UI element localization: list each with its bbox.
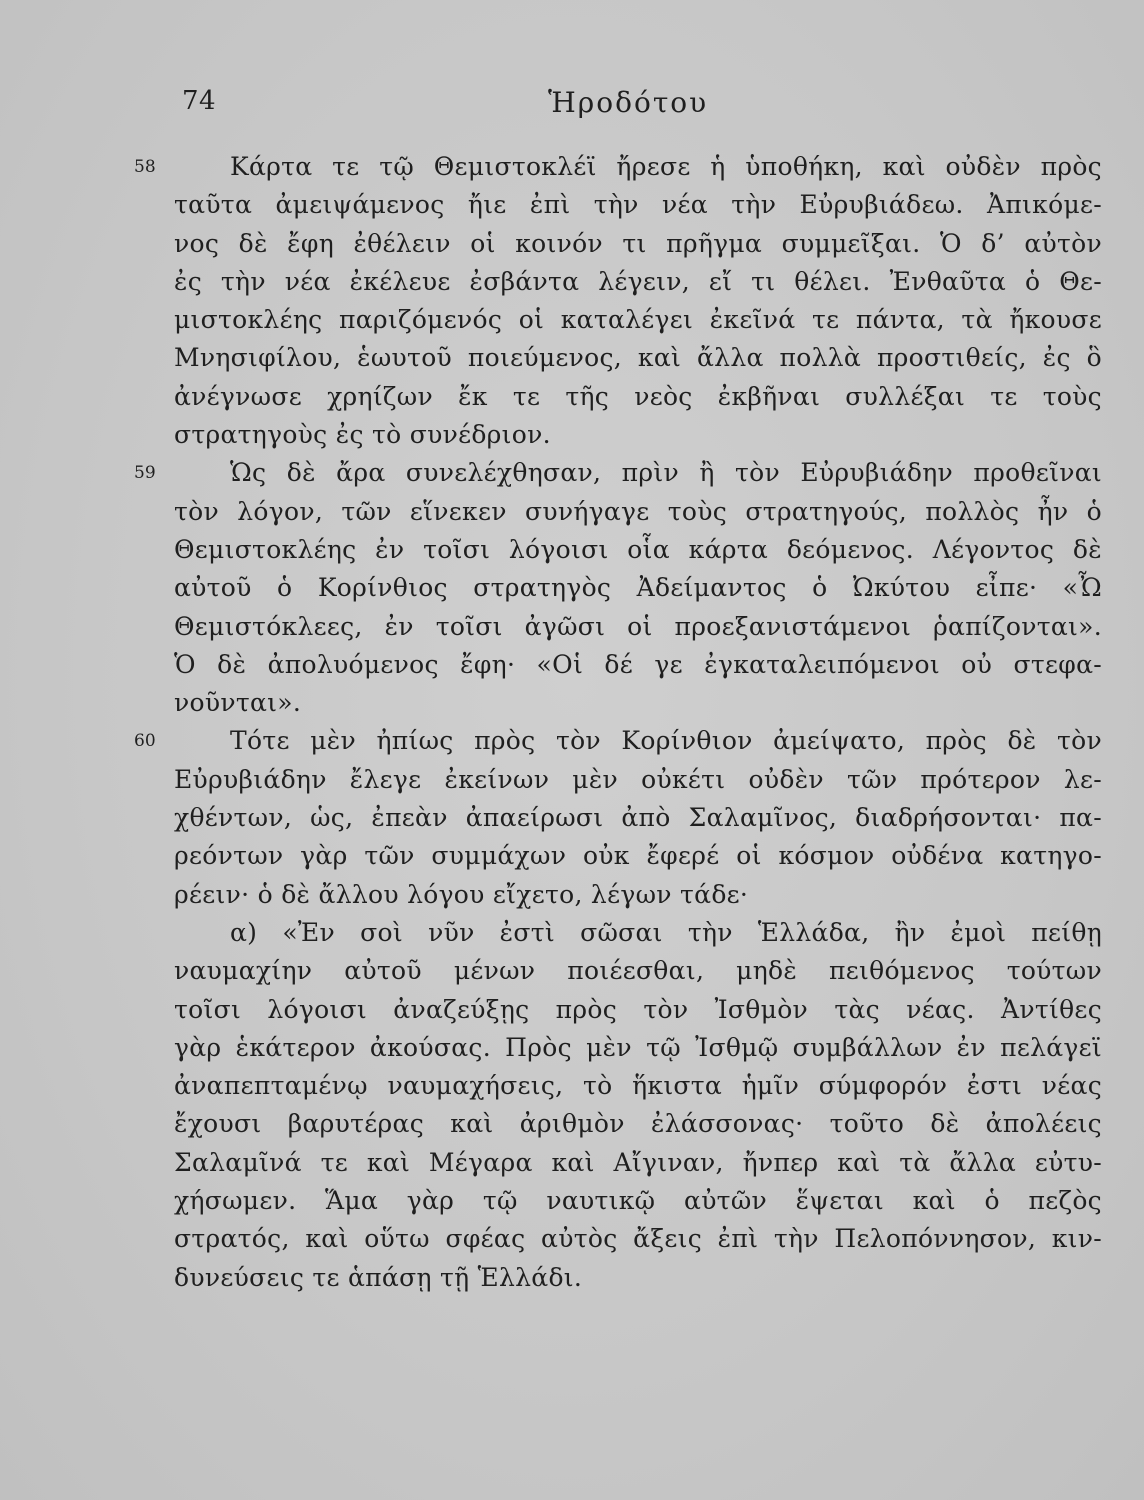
line-text: χθέντων, ὡς, ἐπεὰν ἀπαείρωσι ἀπὸ Σαλαμῖνος, διαδρήσονται· πα- (174, 803, 1102, 833)
text-line (0, 148, 1144, 186)
line-text: Εὐρυβιάδην ἔλεγε ἐκείνων μὲν οὐκέτι οὐδὲν τῶν πρότερον λε- (174, 764, 1102, 794)
text-line (0, 1105, 1144, 1143)
line-text: Ὡς δὲ ἄρα συνελέχθησαν, πρὶν ἢ τὸν Εὐρυβιάδην προθεῖναι (230, 458, 1102, 488)
line-text: α) «Ἐν σοὶ νῦν ἐστὶ σῶσαι τὴν Ἑλλάδα, ἢν ἐμοὶ πείθῃ (230, 917, 1102, 947)
line-text: τοῖσι λόγοισι ἀναζεύξῃς πρὸς τὸν Ἰσθμὸν τὰς νέας. Ἀντίθες (174, 994, 1102, 1024)
page-header (182, 86, 1102, 122)
line-text: Κάρτα τε τῷ Θεμιστοκλέϊ ἤρεσε ἡ ὑποθήκη, καὶ οὐδὲν πρὸς (230, 152, 1102, 181)
line-text: μιστοκλέης παριζόμενός οἱ καταλέγει ἐκεῖνά τε πάντα, τὰ ἤκουσε (174, 305, 1102, 335)
text-line (0, 186, 1144, 224)
line-text: ρέειν· ὁ δὲ ἄλλου λόγου εἴχετο, λέγων τάδε· (174, 879, 749, 909)
line-text: ρεόντων γὰρ τῶν συμμάχων οὐκ ἔφερέ οἱ κόσμον οὐδένα κατηγο- (174, 841, 1102, 871)
text-line (0, 914, 1144, 952)
line-text: τὸν λόγον, τῶν εἵνεκεν συνήγαγε τοὺς στρατηγούς, πολλὸς ἦν ὁ (174, 496, 1102, 526)
text-line (0, 1144, 1144, 1182)
text-line (0, 454, 1144, 492)
page-number: 74 (182, 86, 217, 116)
line-text: ἀνέγνωσε χρηίζων ἔκ τε τῆς νεὸς ἐκβῆναι συλλέξαι τε τοὺς (174, 381, 1102, 411)
line-text: γὰρ ἑκάτερον ἀκούσας. Πρὸς μὲν τῷ Ἰσθμῷ συμβάλλων ἐν πελάγεϊ (174, 1032, 1102, 1062)
text-line (0, 301, 1144, 339)
line-text: νος δὲ ἔφη ἐθέλειν οἱ κοινόν τι πρῆγμα συμμεῖξαι. Ὁ δ’ αὐτὸν (174, 228, 1102, 258)
text-line (0, 569, 1144, 607)
line-text: Τότε μὲν ἠπίως πρὸς τὸν Κορίνθιον ἀμείψατο, πρὸς δὲ τὸν (230, 726, 1102, 756)
section-number: 58 (134, 157, 156, 177)
line-text: αὐτοῦ ὁ Κορίνθιος στρατηγὸς Ἀδείμαντος ὁ Ὠκύτου εἶπε· «Ὦ (174, 573, 1102, 603)
line-text: στρατηγοὺς ἐς τὸ συνέδριον. (174, 420, 551, 450)
text-line (0, 263, 1144, 301)
text-line (0, 876, 1144, 914)
line-text: ἔχουσι βαρυτέρας καὶ ἀριθμὸν ἐλάσσονας· τοῦτο δὲ ἀπολέεις (174, 1109, 1102, 1139)
section-number: 60 (134, 731, 156, 752)
text-line (0, 761, 1144, 799)
text-line (0, 1220, 1144, 1258)
line-text: χήσωμεν. Ἅμα γὰρ τῷ ναυτικῷ αὐτῶν ἕψεται καὶ ὁ πεζὸς (174, 1186, 1102, 1216)
text-line (0, 799, 1144, 837)
line-text: Θεμιστόκλεες, ἐν τοῖσι ἀγῶσι οἱ προεξανιστάμενοι ῥαπίζονται». (174, 611, 1102, 641)
line-text: Ὁ δὲ ἀπολυόμενος ἔφη· «Οἱ δέ γε ἐγκαταλειπόμενοι οὐ στεφα- (174, 649, 1102, 679)
text-line (0, 531, 1144, 569)
line-text: στρατός, καὶ οὕτω σφέας αὐτὸς ἄξεις ἐπὶ τὴν Πελοπόννησον, κιν- (174, 1224, 1102, 1254)
text-line (0, 339, 1144, 377)
line-text: ἀναπεπταμένῳ ναυμαχήσεις, τὸ ἥκιστα ἡμῖν σύμφορόν ἐστι νέας (174, 1071, 1102, 1101)
line-text: δυνεύσεις τε ἁπάσῃ τῇ Ἑλλάδι. (174, 1262, 583, 1292)
text-line (0, 1029, 1144, 1067)
line-text: ἐς τὴν νέα ἐκέλευε ἐσβάντα λέγειν, εἴ τι θέλει. Ἐνθαῦτα ὁ Θε- (174, 266, 1102, 296)
text-line (0, 608, 1144, 646)
text-line (0, 1067, 1144, 1105)
text-line (0, 1182, 1144, 1220)
line-text: Θεμιστοκλέης ἐν τοῖσι λόγοισι οἷα κάρτα δεόμενος. Λέγοντος δὲ (174, 534, 1102, 564)
text-line (0, 991, 1144, 1029)
text-line (0, 1259, 1144, 1297)
running-title: Ἡροδότου (548, 86, 709, 119)
text-line (0, 225, 1144, 263)
line-text: νοῦνται». (174, 688, 302, 718)
line-text: ναυμαχίην αὐτοῦ μένων ποιέεσθαι, μηδὲ πειθόμενος τούτων (174, 956, 1102, 986)
text-line (0, 722, 1144, 760)
text-line (0, 416, 1144, 454)
text-line (0, 837, 1144, 875)
text-line (0, 684, 1144, 722)
line-text: Μνησιφίλου, ἑωυτοῦ ποιεύμενος, καὶ ἄλλα πολλὰ προστιθείς, ἐς ὃ (174, 343, 1102, 373)
main-text (0, 148, 1144, 1297)
line-text: Σαλαμῖνά τε καὶ Μέγαρα καὶ Αἴγιναν, ἤνπερ καὶ τὰ ἄλλα εὐτυ- (174, 1147, 1102, 1177)
text-line (0, 378, 1144, 416)
line-text: ταῦτα ἀμειψάμενος ἤιε ἐπὶ τὴν νέα τὴν Εὐρυβιάδεω. Ἀπικόμε- (174, 190, 1102, 220)
text-line (0, 952, 1144, 990)
text-line (0, 493, 1144, 531)
section-number: 59 (134, 463, 156, 484)
text-line (0, 646, 1144, 684)
